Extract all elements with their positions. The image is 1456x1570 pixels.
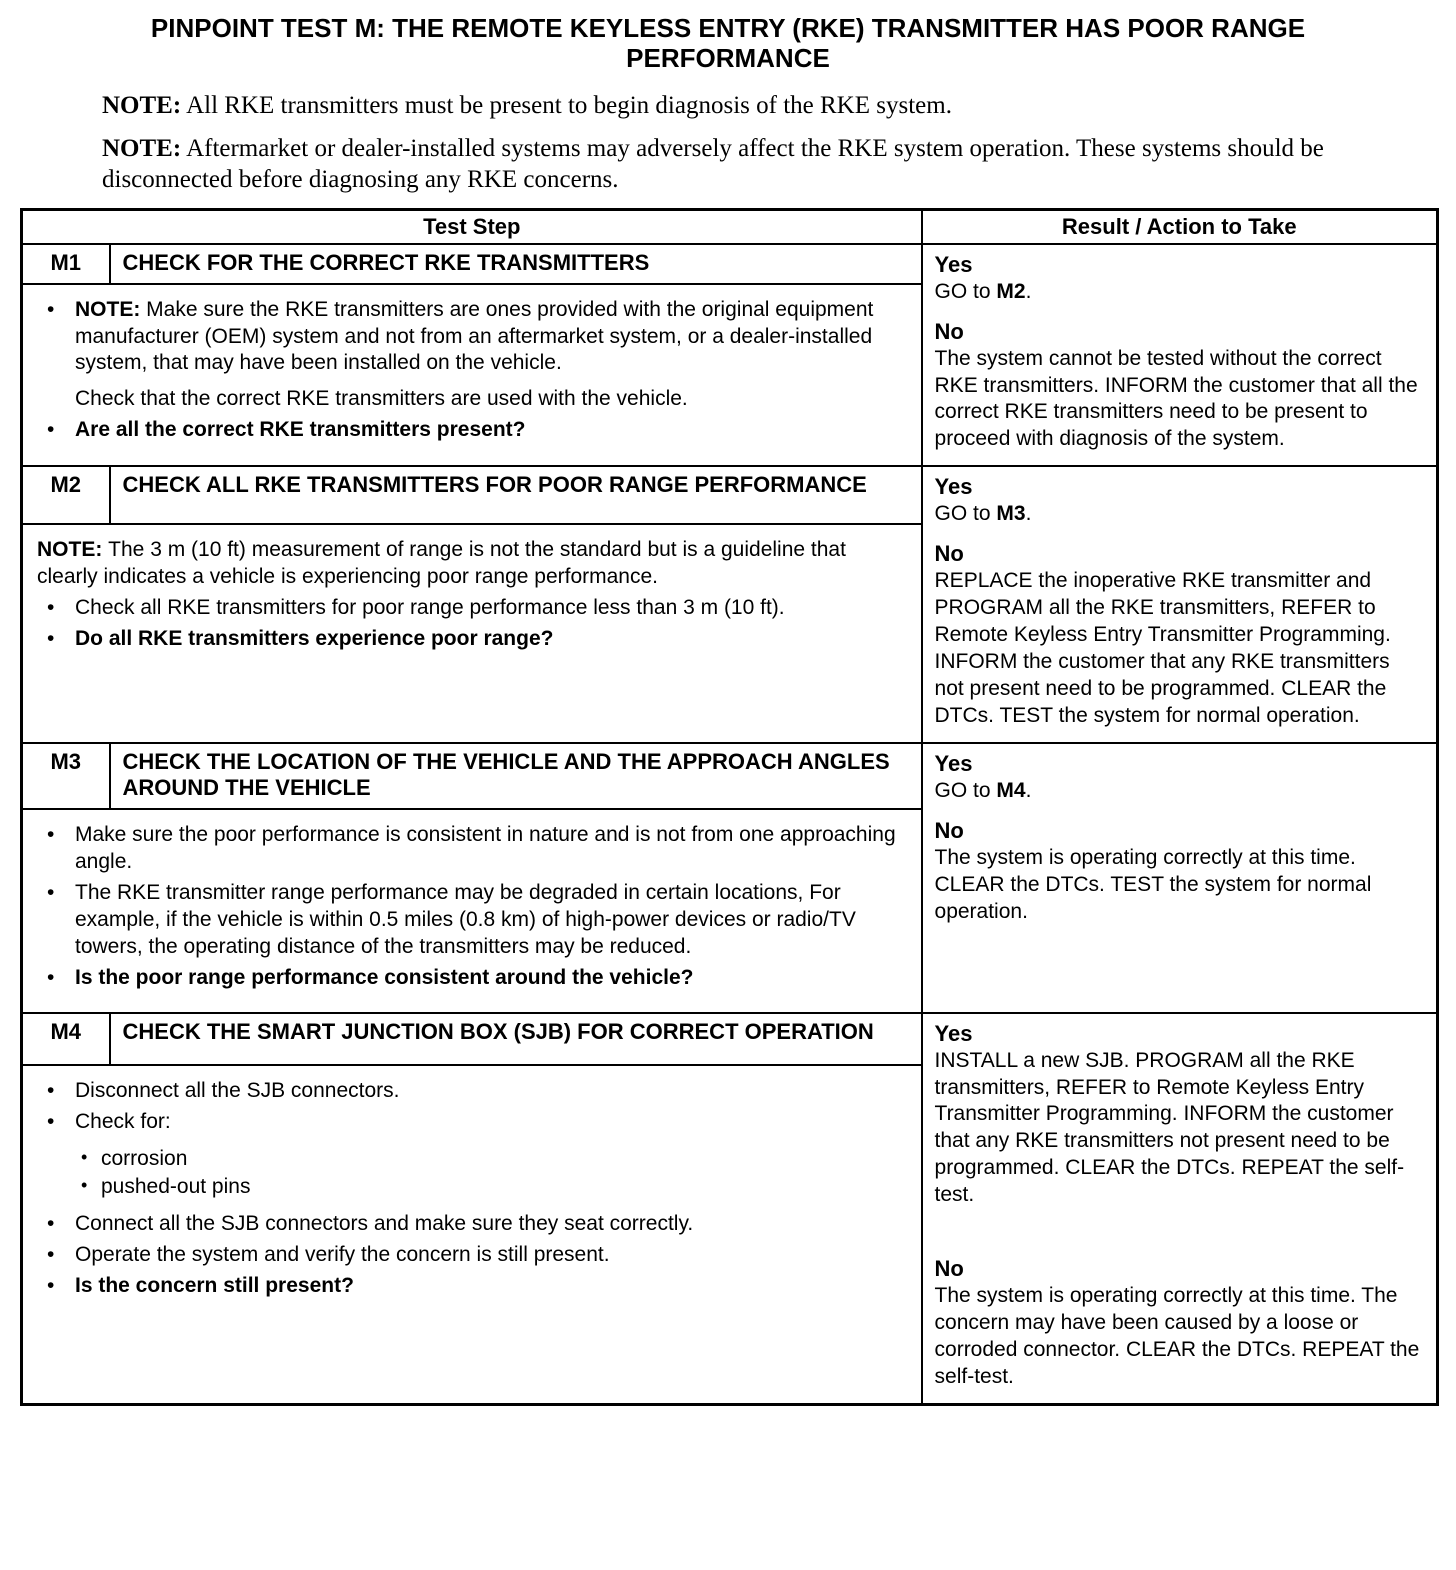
test-header-row-M1: [22, 244, 1438, 284]
test-header-row-M3: [22, 743, 1438, 810]
text-run: REPLACE the inoperative RKE transmitter and PROGRAM all the RKE transmitters, REFER to Remote Keyless Entry Transmitter Programming. INFORM the customer that any RKE transmitters not present need to be programmed. CLEAR the DTCs. TEST the system for normal operation.: [934, 569, 1391, 727]
note-1: [102, 90, 1406, 121]
body-item: [37, 1211, 905, 1238]
result-text: [935, 346, 1423, 454]
text-run: pushed-out pins: [101, 1174, 251, 1198]
result-block-yes: [935, 750, 1423, 805]
bold-text-run: M2: [996, 279, 1026, 303]
result-label: Yes: [934, 750, 973, 776]
result-text: [935, 778, 1423, 805]
result-text: [935, 279, 1423, 306]
text-run: Connect all the SJB connectors and make sure they seat correctly.: [75, 1211, 694, 1235]
test-body-M3: [22, 809, 922, 1012]
body-item: [37, 626, 905, 653]
test-header-row-M2: [22, 466, 1438, 524]
text-run: Operate the system and verify the concern is still present.: [75, 1242, 610, 1266]
result-block-no: [935, 540, 1423, 729]
result-label: Yes: [934, 474, 973, 500]
body-item: [37, 417, 905, 444]
result-cell-M2: [922, 466, 1438, 742]
body-item: [37, 1109, 905, 1136]
result-label: No: [934, 318, 964, 344]
result-block-no: [935, 318, 1423, 454]
result-cell-M1: [922, 244, 1438, 467]
bold-text-run: M4: [996, 778, 1026, 802]
text-run: GO to: [934, 778, 997, 802]
bold-text-run: NOTE:: [37, 538, 109, 562]
result-label: Yes: [934, 1020, 973, 1046]
result-text: [935, 1048, 1423, 1209]
text-run: .: [1025, 778, 1032, 802]
test-body-M1: [22, 284, 922, 467]
result-cell-M3: [922, 743, 1438, 1013]
bold-text-run: M3: [996, 502, 1026, 526]
body-item: [37, 1174, 905, 1201]
result-label: Yes: [934, 251, 973, 277]
test-id-M4: M4: [22, 1013, 110, 1066]
test-title-M2: CHECK ALL RKE TRANSMITTERS FOR POOR RANGE PERFORMANCE: [110, 466, 922, 524]
body-item: [37, 297, 905, 378]
test-id-M3: M3: [22, 743, 110, 810]
bold-text-run: NOTE:: [75, 297, 147, 321]
test-title-M4: CHECK THE SMART JUNCTION BOX (SJB) FOR CORRECT OPERATION: [110, 1013, 922, 1066]
test-body-M4: [22, 1065, 922, 1404]
test-table-body: [22, 244, 1438, 1405]
notes-section: [20, 90, 1436, 196]
note-1-text: All RKE transmitters must be present to begin diagnosis of the RKE system.: [186, 91, 952, 119]
body-item: [37, 1273, 905, 1300]
body-item: [37, 880, 905, 961]
text-run: The system is operating correctly at this time. CLEAR the DTCs. TEST the system for normal operation.: [934, 845, 1372, 923]
body-item: [37, 386, 905, 413]
result-label: No: [934, 1255, 964, 1281]
body-item: [37, 965, 905, 992]
body-item: [37, 1242, 905, 1269]
body-item: [37, 595, 905, 622]
column-header-test-step: Test Step: [22, 209, 922, 244]
text-run: .: [1025, 279, 1032, 303]
text-run: The system cannot be tested without the correct RKE transmitters. INFORM the customer that all the correct RKE transmitters need to be present to proceed with diagnosis of the system.: [934, 346, 1418, 451]
text-run: Make sure the poor performance is consistent in nature and is not from one approaching angle.: [75, 823, 896, 874]
test-title-M1: CHECK FOR THE CORRECT RKE TRANSMITTERS: [110, 244, 922, 284]
bold-text-run: Are all the correct RKE transmitters present?: [75, 418, 526, 442]
bold-text-run: Do all RKE transmitters experience poor range?: [75, 626, 554, 650]
result-label: No: [934, 817, 964, 843]
text-run: The 3 m (10 ft) measurement of range is not the standard but is a guideline that clearly indicates a vehicle is experiencing poor range performance.: [37, 538, 846, 589]
column-header-result-action: Result / Action to Take: [922, 209, 1438, 244]
bold-text-run: Is the poor range performance consistent around the vehicle?: [75, 965, 694, 989]
text-run: GO to: [934, 502, 997, 526]
result-text: [935, 568, 1423, 729]
note-2-label: NOTE:: [102, 135, 182, 163]
result-text: [935, 501, 1423, 528]
result-text: [935, 1283, 1423, 1391]
page-title: PINPOINT TEST M: THE REMOTE KEYLESS ENTRY (RKE) TRANSMITTER HAS POOR RANGE PERFORMANCE: [150, 13, 1306, 73]
note-1-label: NOTE:: [102, 91, 182, 119]
test-id-M1: M1: [22, 244, 110, 284]
text-run: The system is operating correctly at this time. The concern may have been caused by a loose or corroded connector. CLEAR the DTCs. REPEAT the self-test.: [934, 1284, 1420, 1388]
body-item: [37, 1146, 905, 1173]
result-label: No: [934, 541, 964, 567]
text-run: corrosion: [101, 1147, 188, 1171]
note-2: [102, 133, 1406, 196]
text-run: Check for:: [75, 1110, 171, 1134]
body-item: [37, 822, 905, 876]
text-run: The RKE transmitter range performance may be degraded in certain locations, For example, if the vehicle is within 0.5 miles (0.8 km) of high-power devices or radio/TV towers, the operating distance of the transmitters may be reduced.: [75, 881, 856, 958]
text-run: .: [1025, 502, 1032, 526]
result-cell-M4: [922, 1013, 1438, 1405]
text-run: Disconnect all the SJB connectors.: [75, 1079, 400, 1103]
body-item: [37, 537, 905, 591]
text-run: GO to: [934, 279, 997, 303]
result-block-no: [935, 1255, 1423, 1391]
bold-text-run: Is the concern still present?: [75, 1273, 354, 1297]
result-block-yes: [935, 251, 1423, 306]
text-run: Check that the correct RKE transmitters are used with the vehicle.: [75, 387, 688, 411]
result-block-yes: [935, 473, 1423, 528]
result-block-yes: [935, 1020, 1423, 1209]
text-run: Check all RKE transmitters for poor range performance less than 3 m (10 ft).: [75, 596, 785, 620]
test-id-M2: M2: [22, 466, 110, 524]
pinpoint-test-table: [20, 208, 1439, 1406]
result-block-no: [935, 817, 1423, 926]
result-text: [935, 845, 1423, 926]
table-header-row: [22, 209, 1438, 244]
note-2-text: Aftermarket or dealer-installed systems may adversely affect the RKE system operation. These systems should be disconnected before diagnosing any RKE concerns.: [102, 135, 1324, 194]
body-item: [37, 1078, 905, 1105]
test-body-M2: [22, 524, 922, 742]
test-header-row-M4: [22, 1013, 1438, 1066]
text-run: Make sure the RKE transmitters are ones provided with the original equipment manufacturer (OEM) system and not from an aftermarket system, or a dealer-installed system, that may have been installed on the vehicle.: [75, 297, 874, 375]
test-title-M3: CHECK THE LOCATION OF THE VEHICLE AND THE APPROACH ANGLES AROUND THE VEHICLE: [110, 743, 922, 810]
text-run: INSTALL a new SJB. PROGRAM all the RKE transmitters, REFER to Remote Keyless Entry Transmitter Programming. INFORM the customer that any RKE transmitters not present need to be programmed. CLEAR the DTCs. REPEAT the self-test.: [934, 1048, 1405, 1207]
